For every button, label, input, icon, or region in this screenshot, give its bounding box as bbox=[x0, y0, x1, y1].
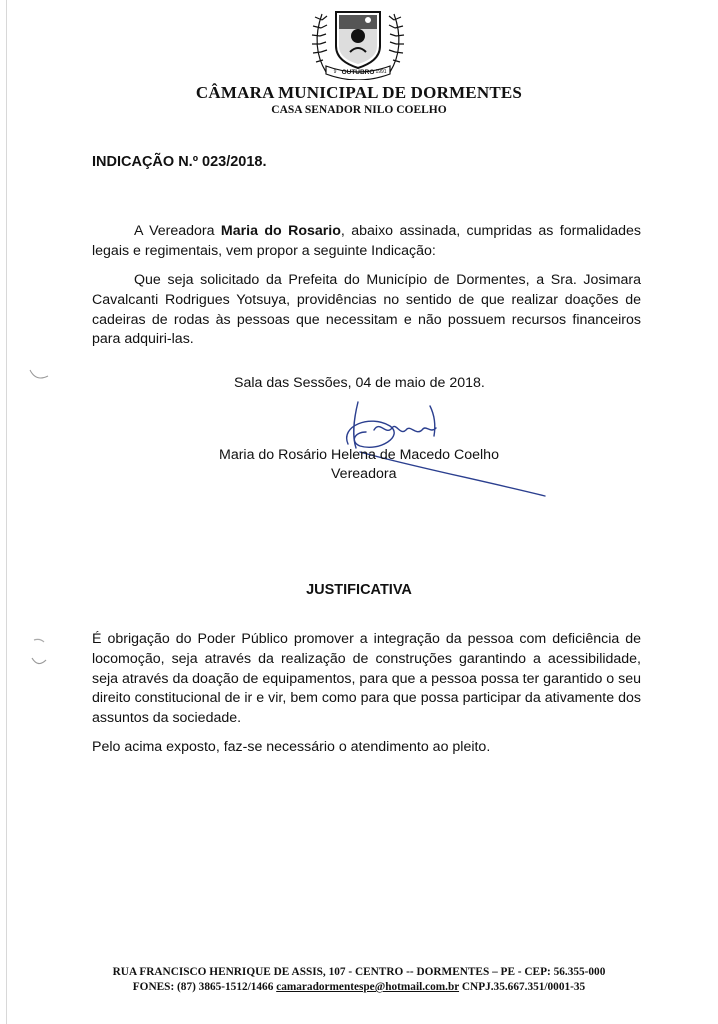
hole-punch-mark-icon bbox=[28, 636, 52, 670]
justificativa-heading: JUSTIFICATIVA bbox=[306, 582, 412, 598]
councilwoman-name: Maria do Rosario bbox=[220, 223, 341, 239]
footer-address: RUA FRANCISCO HENRIQUE DE ASSIS, 107 - CENTRO -- DORMENTES – PE - CEP: 56.355-000 bbox=[112, 966, 606, 978]
request-paragraph bbox=[92, 271, 641, 350]
coat-of-arms-icon bbox=[298, 6, 418, 80]
intro-paragraph bbox=[92, 222, 641, 262]
crest-ribbon-text: OUTUBRO bbox=[341, 69, 375, 76]
chamber-title: CÂMARA MUNICIPAL DE DORMENTES bbox=[195, 83, 523, 102]
intro-suffix: , abaixo assinada, cumpridas as formalidades legais e regimentais, vem propor a seguinte Indicação: bbox=[92, 223, 641, 259]
page-edge bbox=[6, 0, 7, 1024]
footer-cnpj: CNPJ.35.667.351/0001-35 bbox=[459, 981, 586, 993]
justificativa-paragraph: É obrigação do Poder Público promover a integração da pessoa com deficiência de locomoção, seja através da realização de construções garantindo a acessibilidade, seja através da doação de equipamentos, para que a pessoa possa ter garantido o seu direito constitucional de ir e vir, bem como para que possa participar da ativamente dos assuntos da sociedade. bbox=[92, 631, 641, 727]
crest-year-text: 1991 bbox=[375, 69, 387, 75]
footer-contacts bbox=[0, 981, 718, 993]
scan-mark-icon bbox=[28, 366, 52, 384]
conclusion-paragraph: Pelo acima exposto, faz-se necessário o atendimento ao pleito. bbox=[92, 739, 491, 755]
session-date-line: Sala das Sessões, 04 de maio de 2018. bbox=[234, 375, 485, 391]
signer-name: Maria do Rosário Helena de Macedo Coelho bbox=[219, 447, 499, 463]
indicacao-number: INDICAÇÃO N.º 023/2018. bbox=[92, 154, 267, 170]
signer-role: Vereadora bbox=[331, 466, 397, 482]
intro-prefix: A Vereadora bbox=[134, 223, 221, 239]
chamber-subtitle: CASA SENADOR NILO COELHO bbox=[271, 104, 447, 116]
footer-phones: FONES: (87) 3865-1512/1466 bbox=[132, 981, 277, 993]
request-text: Que seja solicitado da Prefeita do Município de Dormentes, a Sra. Josimara Cavalcanti Rodrigues Yotsuya, providências no sentido de que realizar doações de cadeiras de rodas às pessoas que necessitam e não possuem recursos financeiros para adquiri-las. bbox=[92, 272, 641, 348]
crest-day-text: 9 bbox=[333, 69, 337, 75]
footer-email-link[interactable]: camaradormentespe@hotmail.com.br bbox=[276, 981, 460, 993]
